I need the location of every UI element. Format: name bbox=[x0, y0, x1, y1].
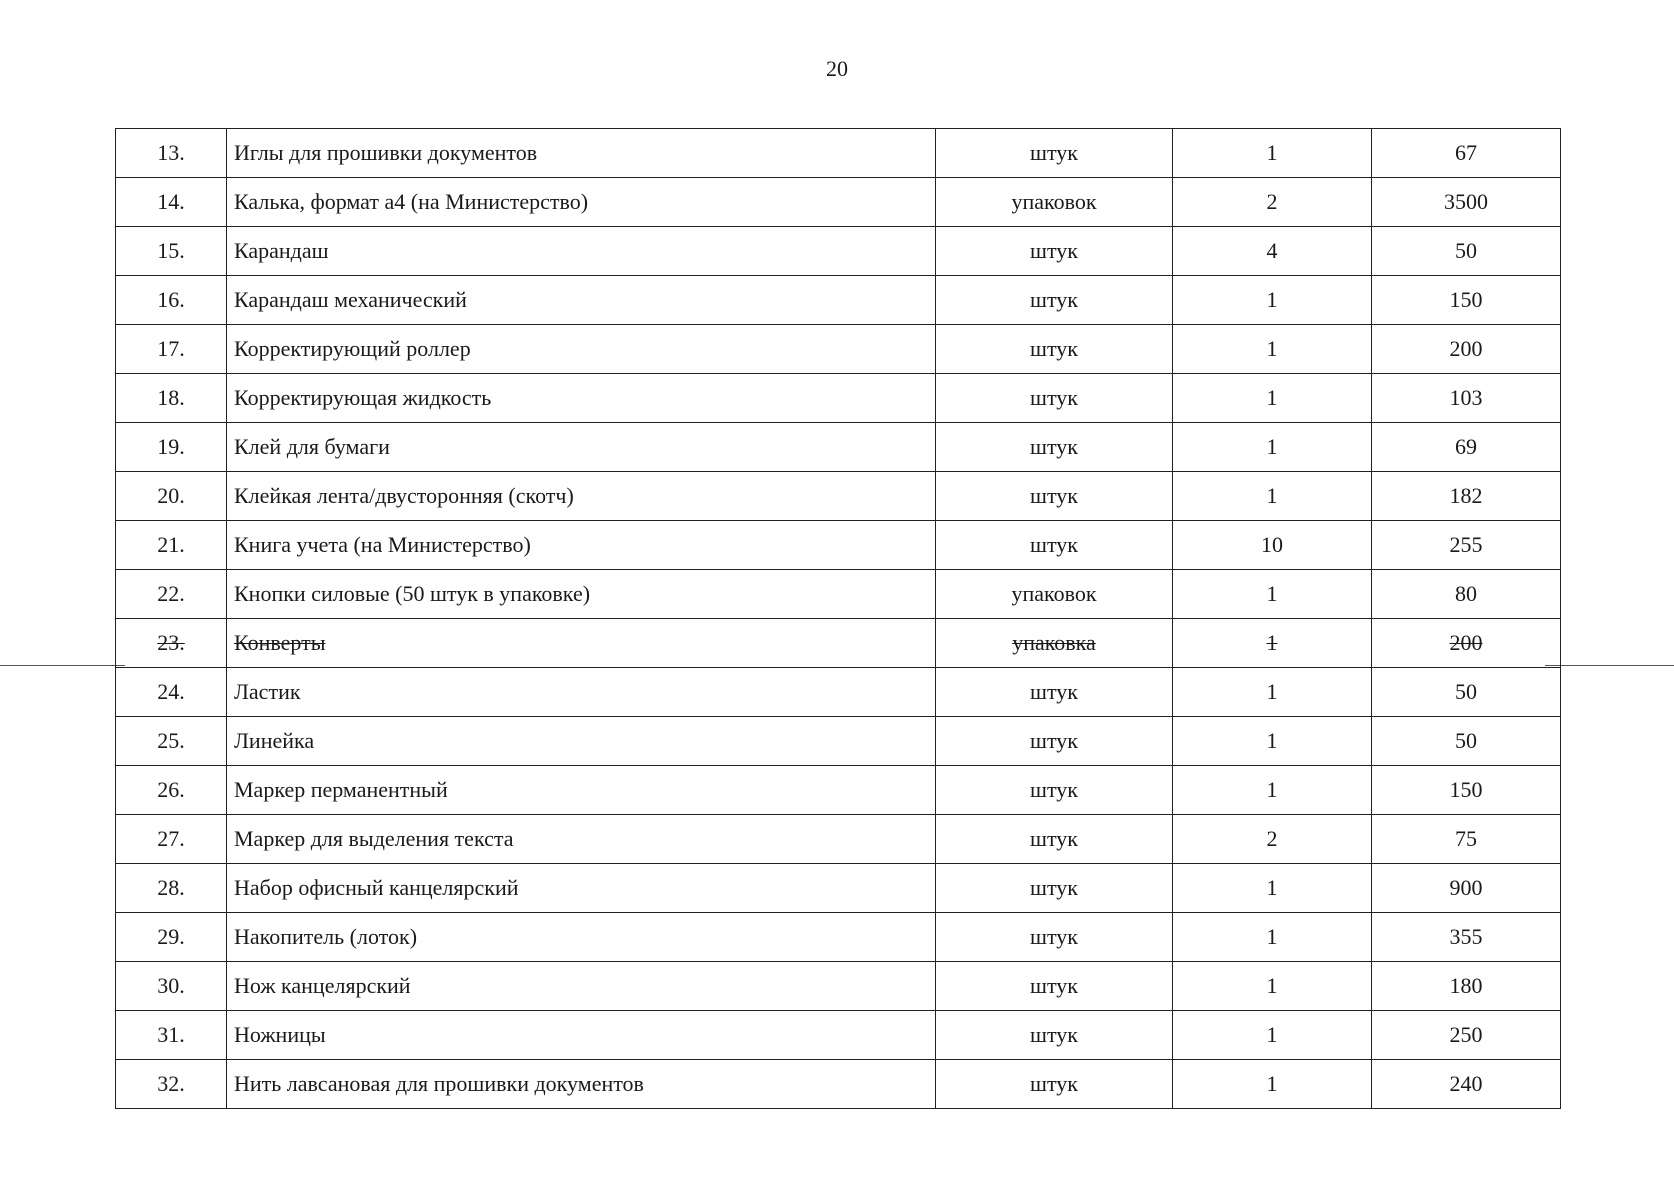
item-number-cell: 25. bbox=[116, 717, 227, 766]
item-number-cell: 29. bbox=[116, 913, 227, 962]
table-row bbox=[116, 766, 1561, 815]
table-row bbox=[116, 423, 1561, 472]
item-name-cell: Ножницы bbox=[227, 1011, 936, 1060]
quantity-cell: 1 bbox=[1173, 1011, 1372, 1060]
table-row bbox=[116, 1060, 1561, 1109]
table-row bbox=[116, 1011, 1561, 1060]
price-cell: 80 bbox=[1372, 570, 1561, 619]
item-name-cell: Ластик bbox=[227, 668, 936, 717]
item-name-cell: Карандаш механический bbox=[227, 276, 936, 325]
table-row bbox=[116, 815, 1561, 864]
quantity-cell: 1 bbox=[1173, 962, 1372, 1011]
unit-cell: штук bbox=[936, 913, 1173, 962]
table-row bbox=[116, 129, 1561, 178]
price-cell: 50 bbox=[1372, 227, 1561, 276]
price-cell: 3500 bbox=[1372, 178, 1561, 227]
price-cell: 900 bbox=[1372, 864, 1561, 913]
unit-cell: штук bbox=[936, 325, 1173, 374]
table-row bbox=[116, 227, 1561, 276]
item-name-cell: Корректирующий роллер bbox=[227, 325, 936, 374]
quantity-cell: 1 bbox=[1173, 1060, 1372, 1109]
unit-cell: штук bbox=[936, 521, 1173, 570]
price-cell: 355 bbox=[1372, 913, 1561, 962]
item-name-cell: Нить лавсановая для прошивки документов bbox=[227, 1060, 936, 1109]
item-name-cell: Маркер перманентный bbox=[227, 766, 936, 815]
unit-cell: штук bbox=[936, 1011, 1173, 1060]
quantity-cell: 1 bbox=[1173, 864, 1372, 913]
price-cell: 150 bbox=[1372, 276, 1561, 325]
price-cell: 240 bbox=[1372, 1060, 1561, 1109]
quantity-cell: 1 bbox=[1173, 766, 1372, 815]
unit-cell: штук bbox=[936, 766, 1173, 815]
item-name-cell: Нож канцелярский bbox=[227, 962, 936, 1011]
quantity-cell: 1 bbox=[1173, 472, 1372, 521]
price-cell: 103 bbox=[1372, 374, 1561, 423]
item-number-cell: 17. bbox=[116, 325, 227, 374]
quantity-cell: 1 bbox=[1173, 374, 1372, 423]
unit-cell: штук bbox=[936, 1060, 1173, 1109]
unit-cell: штук bbox=[936, 276, 1173, 325]
item-name-cell: Корректирующая жидкость bbox=[227, 374, 936, 423]
item-name-cell: Клейкая лента/двусторонняя (скотч) bbox=[227, 472, 936, 521]
quantity-cell: 1 bbox=[1173, 129, 1372, 178]
item-name-cell: Кнопки силовые (50 штук в упаковке) bbox=[227, 570, 936, 619]
item-name-cell: Калька, формат а4 (на Министерство) bbox=[227, 178, 936, 227]
price-cell: 182 bbox=[1372, 472, 1561, 521]
table-row bbox=[116, 472, 1561, 521]
table-row bbox=[116, 864, 1561, 913]
quantity-cell: 1 bbox=[1173, 325, 1372, 374]
table-row bbox=[116, 374, 1561, 423]
table-row bbox=[116, 717, 1561, 766]
item-number-cell: 27. bbox=[116, 815, 227, 864]
table-row bbox=[116, 962, 1561, 1011]
item-number-cell: 26. bbox=[116, 766, 227, 815]
item-number-cell: 15. bbox=[116, 227, 227, 276]
item-name-cell: Накопитель (лоток) bbox=[227, 913, 936, 962]
item-number-cell: 14. bbox=[116, 178, 227, 227]
table-row bbox=[116, 668, 1561, 717]
quantity-cell: 1 bbox=[1173, 668, 1372, 717]
price-cell: 255 bbox=[1372, 521, 1561, 570]
item-number-cell: 23. bbox=[116, 619, 227, 668]
price-cell: 200 bbox=[1372, 619, 1561, 668]
table-row bbox=[116, 570, 1561, 619]
price-cell: 75 bbox=[1372, 815, 1561, 864]
unit-cell: штук bbox=[936, 227, 1173, 276]
unit-cell: штук bbox=[936, 423, 1173, 472]
scan-line-left bbox=[0, 665, 125, 666]
unit-cell: штук bbox=[936, 374, 1173, 423]
price-cell: 250 bbox=[1372, 1011, 1561, 1060]
item-name-cell: Книга учета (на Министерство) bbox=[227, 521, 936, 570]
table-row bbox=[116, 619, 1561, 668]
item-name-cell: Набор офисный канцелярский bbox=[227, 864, 936, 913]
quantity-cell: 1 bbox=[1173, 717, 1372, 766]
item-name-cell: Линейка bbox=[227, 717, 936, 766]
unit-cell: штук bbox=[936, 717, 1173, 766]
item-number-cell: 32. bbox=[116, 1060, 227, 1109]
quantity-cell: 4 bbox=[1173, 227, 1372, 276]
table-row bbox=[116, 913, 1561, 962]
item-number-cell: 22. bbox=[116, 570, 227, 619]
item-number-cell: 19. bbox=[116, 423, 227, 472]
quantity-cell: 1 bbox=[1173, 619, 1372, 668]
quantity-cell: 1 bbox=[1173, 570, 1372, 619]
item-name-cell: Иглы для прошивки документов bbox=[227, 129, 936, 178]
item-number-cell: 20. bbox=[116, 472, 227, 521]
quantity-cell: 10 bbox=[1173, 521, 1372, 570]
item-number-cell: 24. bbox=[116, 668, 227, 717]
quantity-cell: 2 bbox=[1173, 178, 1372, 227]
page-number: 20 bbox=[826, 56, 848, 81]
unit-cell: упаковка bbox=[936, 619, 1173, 668]
item-number-cell: 13. bbox=[116, 129, 227, 178]
price-cell: 180 bbox=[1372, 962, 1561, 1011]
item-number-cell: 21. bbox=[116, 521, 227, 570]
item-name-cell: Клей для бумаги bbox=[227, 423, 936, 472]
unit-cell: штук bbox=[936, 129, 1173, 178]
price-cell: 150 bbox=[1372, 766, 1561, 815]
quantity-cell: 1 bbox=[1173, 423, 1372, 472]
price-cell: 67 bbox=[1372, 129, 1561, 178]
item-name-cell: Маркер для выделения текста bbox=[227, 815, 936, 864]
item-number-cell: 28. bbox=[116, 864, 227, 913]
item-number-cell: 31. bbox=[116, 1011, 227, 1060]
table-row bbox=[116, 178, 1561, 227]
price-cell: 200 bbox=[1372, 325, 1561, 374]
price-cell: 50 bbox=[1372, 668, 1561, 717]
quantity-cell: 2 bbox=[1173, 815, 1372, 864]
unit-cell: штук bbox=[936, 668, 1173, 717]
unit-cell: упаковок bbox=[936, 178, 1173, 227]
unit-cell: штук bbox=[936, 472, 1173, 521]
item-name-cell: Карандаш bbox=[227, 227, 936, 276]
price-cell: 69 bbox=[1372, 423, 1561, 472]
price-cell: 50 bbox=[1372, 717, 1561, 766]
unit-cell: штук bbox=[936, 962, 1173, 1011]
unit-cell: упаковок bbox=[936, 570, 1173, 619]
table-row bbox=[116, 325, 1561, 374]
unit-cell: штук bbox=[936, 864, 1173, 913]
quantity-cell: 1 bbox=[1173, 913, 1372, 962]
unit-cell: штук bbox=[936, 815, 1173, 864]
item-name-cell: Конверты bbox=[227, 619, 936, 668]
item-number-cell: 16. bbox=[116, 276, 227, 325]
supply-table bbox=[115, 128, 1561, 1109]
table-row bbox=[116, 276, 1561, 325]
quantity-cell: 1 bbox=[1173, 276, 1372, 325]
item-number-cell: 30. bbox=[116, 962, 227, 1011]
scan-line-right bbox=[1545, 665, 1674, 666]
item-number-cell: 18. bbox=[116, 374, 227, 423]
table-row bbox=[116, 521, 1561, 570]
